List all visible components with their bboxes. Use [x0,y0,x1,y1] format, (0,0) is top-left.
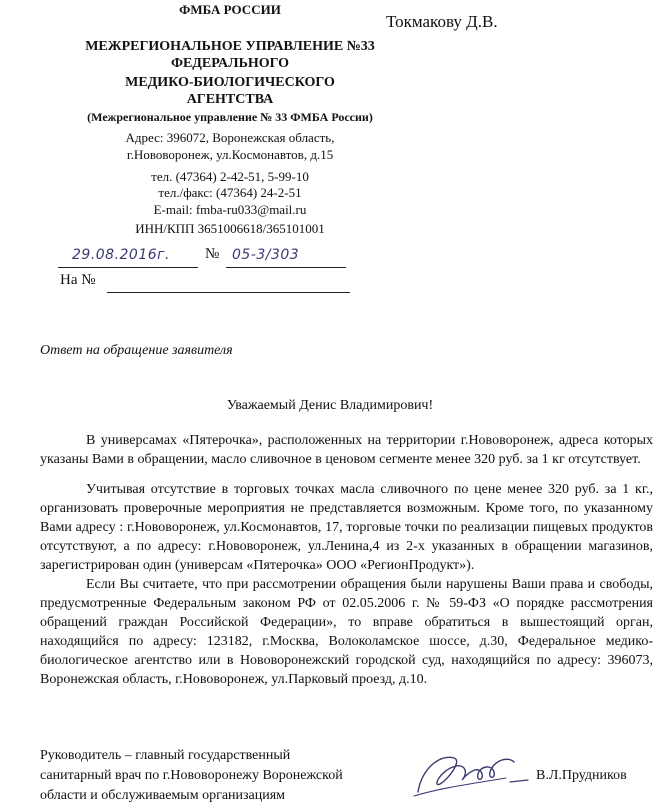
inn-line: ИНН/КПП 3651006618/365101001 [135,221,325,236]
number-field [226,247,346,268]
address-line1: Адрес: 396072, Воронежская область, [125,130,335,145]
date-handwritten: 29.08.2016г. [72,247,170,263]
number-handwritten: 05-3/303 [232,247,300,263]
signer-position-line3: области и обслуживаемым организациям [40,788,286,803]
agency-name-line4: АГЕНТСТВА [186,92,274,107]
handwritten-signature [410,748,530,804]
number-sign: № [205,246,220,262]
signer-position-line2: санитарный врач по г.Нововоронежу Воронежской [40,768,343,783]
agency-short-name: (Межрегиональное управление № 33 ФМБА России) [87,110,373,124]
body-paragraph-3: Если Вы считаете, что при рассмотрении обращения были нарушены Ваши права и свободы, предусмотренные Федеральным законом РФ от 02.05.2006 г. № 59-ФЗ «О порядке рассмотрения обращений граждан Российской Федерации», то вправе обратиться в вышестоящий орган, находящийся по адресу: 123182, г.Москва, Волоколамское шоссе, д.30, Федеральное медико-биологическое агентство или в Нововоронежский городской суд, находящийся по адресу: 396073, Воронежская область, г.Нововоронеж, ул.Парковый проезд, д.10. [40,577,653,687]
reference-field [107,273,350,293]
email-line: E-mail: fmba-ru033@mail.ru [153,202,307,217]
phone-line: тел. (47364) 2-42-51, 5-99-10 [151,169,309,184]
signer-position-line1: Руководитель – главный государственный [40,748,291,763]
ministry-name: ФМБА РОССИИ [179,2,281,17]
signer-name: В.Л.Прудников [536,768,627,783]
recipient-name: Токмакову Д.В. [386,12,498,31]
address-line2: г.Нововоронеж, ул.Космонавтов, д.15 [126,147,334,162]
fax-line: тел./факс: (47364) 24-2-51 [158,185,302,200]
reference-label: На № [60,272,96,288]
letter-body [40,431,653,689]
agency-name-line2: ФЕДЕРАЛЬНОГО [170,56,290,71]
body-paragraph-2: Учитывая отсутствие в торговых точках масла сливочного по цене менее 320 руб. за 1 кг., организовать проверочные мероприятия не представляется возможным. Кроме того, по указанному Вами адресу : г.Нововоронеж, ул.Космонавтов, 17, торговые точки по реализации пищевых продуктов отсутствуют, а по адресу: г.Нововоронеж, ул.Ленина,4 из 2-х указанных в обращении магазинов, зарегистрирован один (универсам «Пятерочка» ООО «РегионПродукт»). [40,482,653,573]
agency-name-line3: МЕДИКО-БИОЛОГИЧЕСКОГО [125,75,335,90]
date-field [58,247,198,268]
subject-line: Ответ на обращение заявителя [40,343,233,358]
agency-name-line1: МЕЖРЕГИОНАЛЬНОЕ УПРАВЛЕНИЕ №33 [85,39,375,54]
salutation: Уважаемый Денис Владимирович! [226,398,434,413]
body-paragraph-1: В универсамах «Пятерочка», расположенных на территории г.Нововоронеж, адреса которых указаны Вами в обращении, масло сливочное в ценовом сегменте менее 320 руб. за 1 кг отсутствует. [40,433,653,467]
